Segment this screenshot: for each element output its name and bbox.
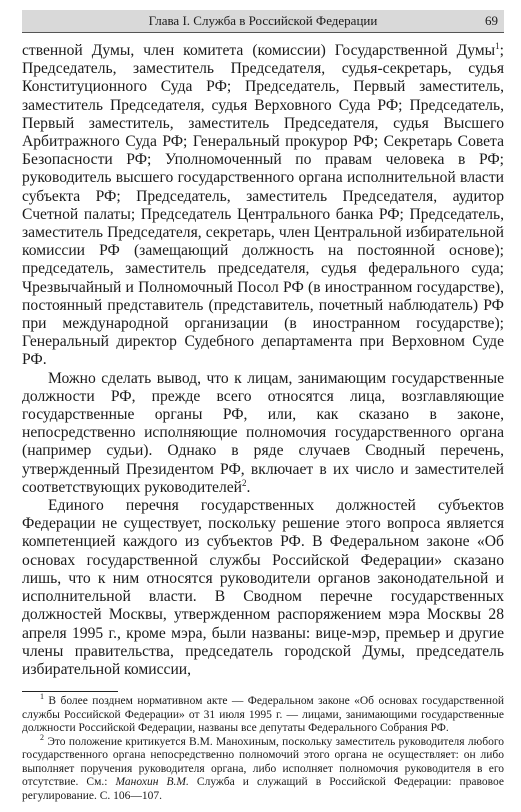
footnote-marker-1: 1 bbox=[40, 692, 44, 702]
footnote-2: $^2$ Это положение критикуется В.М. Манохиным, поскольку заместитель руководителя любого государственного органа непосредственно полномочий этого органа не осуществляет: он либо выполняет поручения руководителя органа, либо исполняет полномочия руководителя в его отсутствие. См.: Манохин В.М. Служба и служащий в Российской Федерации: правовое регулирование. С. 106—107. bbox=[22, 732, 504, 802]
footnote-marker-2: 2 bbox=[40, 732, 44, 742]
paragraph-3: Единого перечня государственных должностей субъектов Федерации не существует, поскольку решение этого вопроса является компетенцией каждого из субъектов РФ. В Федеральном законе «Об основах государственной службы Российской Федерации» сказано лишь, что к ним относятся руководители органов законодательной и исполнительной власти. В Сводном перечне государственных должностей Москвы, утвержденном распоряжением мэра Москвы 28 апреля 1995 г., кроме мэра, были названы: вице-мэр, премьер и другие члены правительства, председатель городской Думы, председатель избирательной комиссии, bbox=[22, 497, 504, 678]
footnote-divider bbox=[22, 691, 118, 692]
cited-author: Манохин В.М. bbox=[115, 776, 189, 789]
footnotes bbox=[22, 692, 504, 803]
footnote-ref-2: 2 bbox=[242, 477, 247, 488]
body-text bbox=[22, 42, 504, 679]
chapter-title: Глава I. Служба в Российской Федерации bbox=[148, 13, 378, 28]
paragraph-2: Можно сделать вывод, что к лицам, занимающим государственные должности РФ, прежде всего относятся лица, возглавляющие государственные органы РФ, или, как сказано в законе, непосредственно исполняющие полномочия государственного органа (например судьи). Однако в ряде случаев Сводный перечень, утвержденный Президентом РФ, включает в их число и заместителей соответствующих руководителей$^2$. bbox=[22, 369, 504, 496]
running-head bbox=[22, 10, 504, 33]
paragraph-1: ственной Думы, член комитета (комиссии) Государственной Думы$^1$; Председатель, заместитель Председателя, судья-секретарь, судья Конституционного Суда РФ; Председатель, Первый заместитель, заместитель Председателя, судья Верховного Суда РФ; Председатель, Первый заместитель, заместитель Председателя, судья Высшего Арбитражного Суда РФ; Генеральный прокурор РФ; Секретарь Совета Безопасности РФ; Уполномоченный по правам человека в РФ; руководитель высшего государственного органа исполнительной власти субъекта РФ; Председатель, заместитель Председателя, аудитор Счетной палаты; Председатель Центрального банка РФ; Председатель, заместитель Председателя, секретарь, член Центральной избирательной комиссии РФ (замещающий должность на постоянной основе); председатель, заместитель председателя, судья федерального суда; Чрезвычайный и Полномочный Посол РФ (в иностранном государстве), постоянный представитель (представитель, почетный наблюдатель) РФ при международной организации (в иностранном государстве); Генеральный директор Судебного департамента при Верховном Суде РФ. bbox=[22, 40, 504, 369]
page-number: 69 bbox=[485, 13, 498, 28]
footnote-1: $^1$ В более позднем нормативном акте — Федеральном законе «Об основах государственной службы Российской Федерации» от 31 июля 1995 г. — лицами, занимающими государственные должности Российской Федерации, названы все депутаты Федерального Собрания РФ. bbox=[22, 692, 504, 735]
book-page bbox=[22, 10, 504, 805]
footnote-ref-1: 1 bbox=[495, 40, 500, 51]
